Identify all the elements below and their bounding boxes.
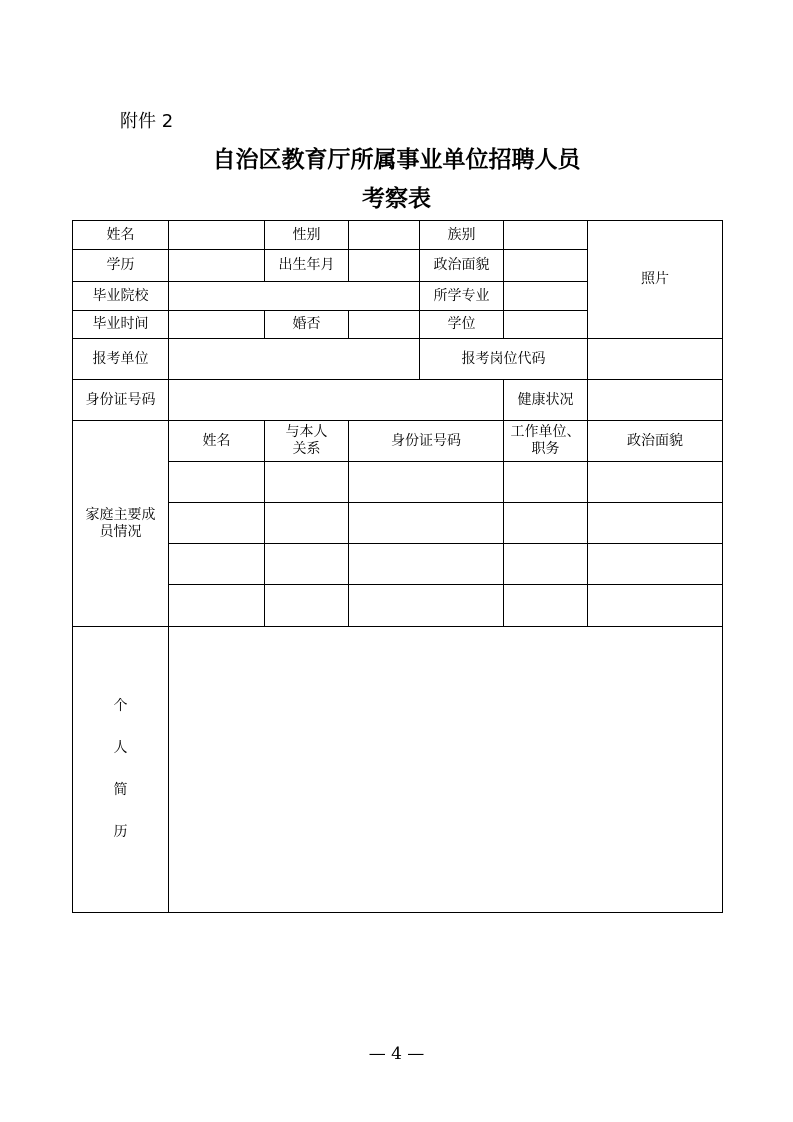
degree-field[interactable] <box>504 311 588 339</box>
family-id-cell[interactable] <box>349 503 504 544</box>
resume-row <box>73 627 723 913</box>
family-employer-cell[interactable] <box>504 462 588 503</box>
grad-time-field[interactable] <box>169 311 265 339</box>
family-id-cell[interactable] <box>349 585 504 627</box>
family-name-cell[interactable] <box>169 462 265 503</box>
major-field[interactable] <box>504 282 588 311</box>
name-label: 姓名 <box>73 221 169 250</box>
marital-label: 婚否 <box>265 311 349 339</box>
form-title: 自治区教育厅所属事业单位招聘人员 <box>212 146 581 173</box>
family-id-cell[interactable] <box>349 462 504 503</box>
attachment-label: 附件 2 <box>120 111 174 132</box>
ethnicity-field[interactable] <box>504 221 588 250</box>
family-header-row <box>73 421 723 462</box>
ethnicity-label: 族别 <box>420 221 504 250</box>
resume-field[interactable] <box>169 627 723 913</box>
page-number: — 4 — <box>368 1044 425 1064</box>
family-name-cell[interactable] <box>169 503 265 544</box>
family-col-employer: 工作单位、职务 <box>504 421 588 462</box>
family-political-cell[interactable] <box>588 462 723 503</box>
political-field[interactable] <box>504 250 588 282</box>
family-relation-cell[interactable] <box>265 462 349 503</box>
family-relation-cell[interactable] <box>265 585 349 627</box>
resume-label-char: 人 <box>113 740 128 756</box>
birth-label: 出生年月 <box>265 250 349 282</box>
family-member-row <box>73 503 723 544</box>
family-col-id-number: 身份证号码 <box>349 421 504 462</box>
marital-field[interactable] <box>349 311 420 339</box>
form-row-apply <box>73 339 723 380</box>
resume-label-char: 个 <box>113 698 128 714</box>
family-employer-cell[interactable] <box>504 503 588 544</box>
family-col-name: 姓名 <box>169 421 265 462</box>
family-relation-cell[interactable] <box>265 503 349 544</box>
family-member-row <box>73 462 723 503</box>
family-col-political: 政治面貌 <box>588 421 723 462</box>
grad-time-label: 毕业时间 <box>73 311 169 339</box>
family-section-label: 家庭主要成员情况 <box>73 421 169 627</box>
degree-label: 学位 <box>420 311 504 339</box>
apply-unit-field[interactable] <box>169 339 420 380</box>
resume-label <box>73 627 169 913</box>
apply-unit-label: 报考单位 <box>73 339 169 380</box>
form-subtitle: 考察表 <box>362 185 431 212</box>
gender-label: 性别 <box>265 221 349 250</box>
resume-label-char: 简 <box>113 782 128 798</box>
photo-box[interactable]: 照片 <box>588 221 723 339</box>
family-employer-cell[interactable] <box>504 544 588 585</box>
gender-field[interactable] <box>349 221 420 250</box>
family-col-relation: 与本人关系 <box>265 421 349 462</box>
form-row-basic-1 <box>73 221 723 250</box>
name-field[interactable] <box>169 221 265 250</box>
form-row-id <box>73 380 723 421</box>
family-political-cell[interactable] <box>588 503 723 544</box>
family-member-row <box>73 544 723 585</box>
birth-field[interactable] <box>349 250 420 282</box>
inspection-form-table <box>72 220 723 913</box>
education-field[interactable] <box>169 250 265 282</box>
family-relation-cell[interactable] <box>265 544 349 585</box>
position-code-field[interactable] <box>588 339 723 380</box>
family-id-cell[interactable] <box>349 544 504 585</box>
id-number-field[interactable] <box>169 380 504 421</box>
family-member-row <box>73 585 723 627</box>
family-name-cell[interactable] <box>169 544 265 585</box>
health-label: 健康状况 <box>504 380 588 421</box>
family-political-cell[interactable] <box>588 544 723 585</box>
family-political-cell[interactable] <box>588 585 723 627</box>
health-field[interactable] <box>588 380 723 421</box>
family-employer-cell[interactable] <box>504 585 588 627</box>
resume-label-char: 历 <box>113 824 128 840</box>
position-code-label: 报考岗位代码 <box>420 339 588 380</box>
school-label: 毕业院校 <box>73 282 169 311</box>
education-label: 学历 <box>73 250 169 282</box>
major-label: 所学专业 <box>420 282 504 311</box>
id-number-label: 身份证号码 <box>73 380 169 421</box>
school-field[interactable] <box>169 282 420 311</box>
family-name-cell[interactable] <box>169 585 265 627</box>
political-label: 政治面貌 <box>420 250 504 282</box>
